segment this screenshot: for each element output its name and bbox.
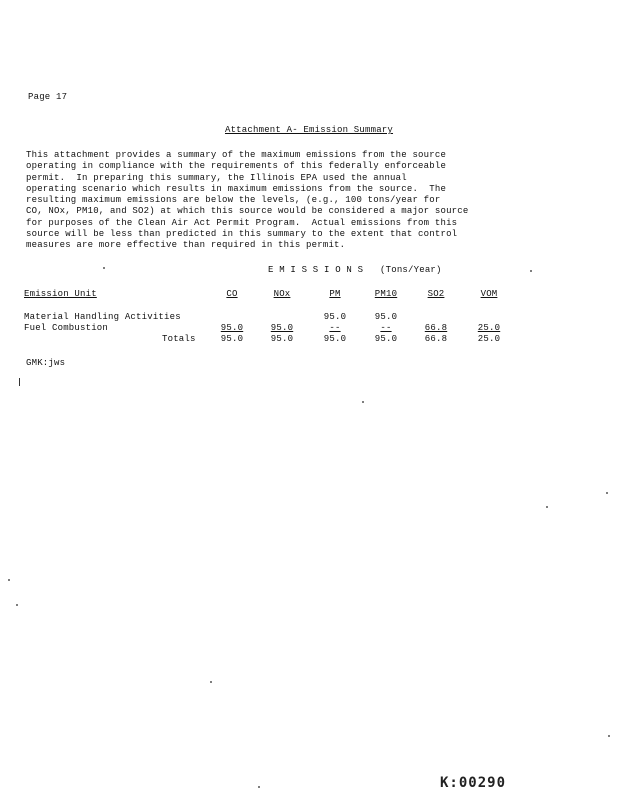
paragraph-line: measures are more effective than required in this permit. [26,240,346,251]
document-id-stamp: K:00290 [440,775,507,791]
table-row-label: Fuel Combustion [24,323,109,333]
column-header-vom: VOM [480,289,498,299]
emissions-header: E M I S S I O N S (Tons/Year) [268,265,442,275]
scan-speck [103,267,105,269]
paragraph-line: CO, NOx, PM10, and SO2) at which this source would be considered a major source [26,206,469,217]
table-cell: 95.0 [323,312,347,322]
table-cell: 95.0 [270,334,294,344]
initials: GMK:jws [26,358,66,368]
table-cell: 95.0 [374,334,398,344]
table-cell: 95.0 [323,334,347,344]
paragraph-line: permit. In preparing this summary, the Illinois EPA used the annual [26,172,407,183]
table-cell: 95.0 [220,334,244,344]
scan-speck [546,506,548,508]
scan-speck [8,579,10,581]
table-cell: 25.0 [477,323,501,333]
emission-unit-header: Emission Unit [24,289,97,299]
column-header-nox: NOx [273,289,291,299]
column-header-co: CO [226,289,238,299]
table-cell: 25.0 [477,334,501,344]
paragraph-line: This attachment provides a summary of the maximum emissions from the source [26,150,447,160]
table-cell: -- [329,323,341,333]
totals-label: Totals [162,334,196,344]
column-header-so2: SO2 [427,289,445,299]
table-cell: 66.8 [424,323,448,333]
scan-speck [530,270,532,272]
paragraph-line: source will be less than predicted in this summary to the extent that control [26,229,458,240]
paragraph-line: for purposes of the Clean Air Act Permit Program. Actual emissions from this [26,217,458,228]
table-cell: 95.0 [270,323,294,333]
column-header-pm: PM [329,289,341,299]
paragraph-line: operating in compliance with the requirements of this federally enforceable [26,161,447,172]
paragraph-line: operating scenario which results in maximum emissions from the source. The [26,183,447,194]
scan-speck [16,604,18,606]
paragraph-line: resulting maximum emissions are below the levels, (e.g., 100 tons/year for [26,195,441,206]
scan-speck [210,681,212,683]
scan-speck [258,786,260,788]
scan-speck [606,492,608,494]
table-cell: 95.0 [374,312,398,322]
scan-mark [19,378,20,386]
table-cell: 66.8 [424,334,448,344]
table-cell: -- [380,323,392,333]
table-row-label: Material Handling Activities [24,312,181,322]
scan-speck [608,735,610,737]
summary-paragraph [26,150,516,252]
table-cell: 95.0 [220,323,244,333]
attachment-title-text: Attachment A- Emission Summary [224,125,394,135]
page-number: Page 17 [28,92,68,102]
attachment-title [0,125,618,135]
scan-speck [362,401,364,403]
column-header-pm10: PM10 [374,289,398,299]
